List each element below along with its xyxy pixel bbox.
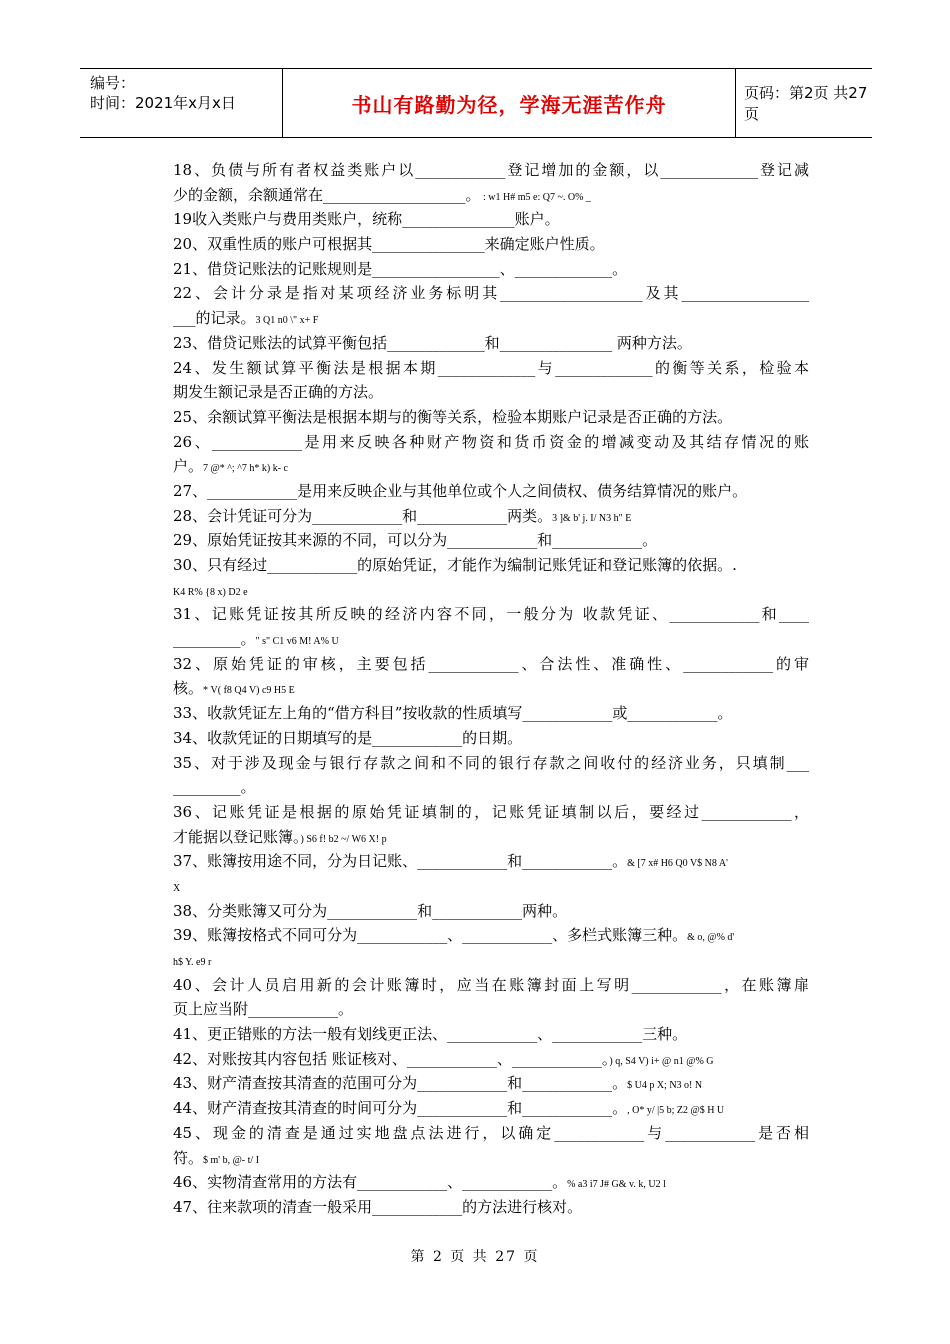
line-annotation: ) q, S4 V) i+ @ n1 @% G: [609, 1055, 714, 1067]
text-line: [173, 1071, 809, 1096]
line-text: 46、实物清查常用的方法有____________、____________。: [173, 1173, 568, 1192]
line-text: 45、现金的清查是通过实地盘点法进行，以确定____________与____________是否相: [173, 1123, 809, 1142]
line-text: 18、负债与所有者权益类账户以____________登记增加的金额，以_____________登记减: [173, 161, 809, 179]
text-line: [173, 232, 809, 257]
line-text: 31、记账凭证按其所反映的经济内容不同，一般分为 收款凭证、____________和____: [173, 605, 809, 624]
text-line: [173, 800, 809, 825]
line-text: _________。: [173, 778, 256, 797]
text-line: [173, 553, 809, 578]
text-line: [173, 627, 809, 652]
text-line: [173, 405, 809, 430]
line-annotation: $ m' b, @- t/ I: [203, 1154, 260, 1166]
line-annotation: 3 Q1 n0 \" x+ F: [255, 315, 319, 327]
text-line: [173, 602, 809, 627]
line-text: 28、会计凭证可分为____________和____________两类。: [173, 506, 553, 525]
text-line: [173, 430, 809, 455]
line-text: 47、往来款项的清查一般采用____________的方法进行核对。: [173, 1197, 583, 1216]
text-line: [173, 676, 809, 701]
text-line: [173, 997, 809, 1022]
text-line: [173, 158, 809, 183]
line-text: 41、更正错账的方法一般有划线更正法、____________、____________三种。: [173, 1025, 688, 1044]
line-text: 30、只有经过____________的原始凭证，才能作为编制记账凭证和登记账簿的依据。.: [173, 556, 737, 574]
text-line: [173, 1047, 809, 1072]
page-header: [80, 68, 872, 138]
text-line: [173, 825, 809, 850]
line-text: 24、发生额试算平衡法是根据本期_____________与_____________的衡等关系，检验本: [173, 358, 809, 377]
line-annotation: $ U4 p X; N3 o! N: [627, 1080, 703, 1092]
text-line: [173, 899, 809, 924]
line-text: 32、原始凭证的审核，主要包括____________、合法性、准确性、____________的审: [173, 654, 809, 673]
line-text: 44、财产清查按其清查的时间可分为____________和____________。: [173, 1099, 628, 1118]
page-footer: 第 2 页 共 27 页: [410, 1249, 540, 1265]
text-line: [173, 281, 809, 306]
text-line: [173, 1096, 809, 1121]
line-annotation: & o, @% d': [687, 932, 735, 944]
line-annotation: K4 R% {8 x) D2 e: [173, 586, 248, 598]
line-text: 37、账簿按用途不同，分为日记账、____________和____________。: [173, 852, 628, 871]
line-text: 页上应当附____________。: [173, 1000, 354, 1019]
line-text: 35、对于涉及现金与银行存款之间和不同的银行存款之间收付的经济业务，只填制___: [173, 753, 809, 772]
line-annotation: , O* y/ |5 b; Z2 @$ H U: [627, 1105, 725, 1117]
line-text: 25、余额试算平衡法是根据本期与的衡等关系，检验本期账户记录是否正确的方法。: [173, 407, 733, 426]
line-text: 20、双重性质的账户可根据其_______________来确定账户性质。: [173, 235, 605, 254]
line-text: 26、____________是用来反映各种财产物资和货币资金的增减变动及其结存情况的账: [173, 432, 809, 451]
header-page-cell: [734, 69, 872, 137]
text-line: [173, 1121, 809, 1146]
header-motto-cell: [282, 69, 736, 137]
line-text: 才能据以登记账簿。: [173, 827, 301, 846]
text-line: [173, 479, 809, 504]
text-line: [173, 356, 809, 381]
text-line: [173, 578, 809, 603]
text-line: [173, 331, 809, 356]
document-number-label: 编号：: [90, 74, 136, 92]
line-text: 40、会计人员启用新的会计账簿时，应当在账簿封面上写明____________，在账簿扉: [173, 975, 809, 994]
line-annotation: 3 ]& b' j. I/ N3 h" E: [552, 512, 632, 524]
text-line: [173, 183, 809, 208]
line-annotation: X: [173, 882, 181, 894]
header-meta: [80, 69, 282, 137]
line-text: 39、账簿按格式不同可分为____________、____________、多栏式账簿三种。: [173, 926, 688, 945]
text-line: [173, 973, 809, 998]
line-text: 36、记账凭证是根据的原始凭证填制的，记账凭证填制以后，要经过____________，: [173, 802, 809, 821]
line-text: 42、对账按其内容包括 账证核对、____________、____________。: [173, 1049, 610, 1068]
text-line: [173, 923, 809, 948]
text-line: [173, 874, 809, 899]
header-motto: 书山有路勤为径，学海无涯苦作舟: [351, 92, 667, 117]
line-annotation: 7 @* ^; ^7 h* k) k- c: [203, 463, 288, 475]
question-list: [173, 158, 809, 1220]
text-line: [173, 652, 809, 677]
text-line: [173, 701, 809, 726]
text-line: [173, 1170, 809, 1195]
text-line: [173, 1146, 809, 1171]
line-text: ___的记录。: [173, 309, 256, 328]
line-text: 22、会计分录是指对某项经济业务标明其___________________及其_________________: [173, 284, 809, 303]
line-annotation: & [7 x# H6 Q0 V$ N8 A': [627, 858, 728, 870]
line-annotation: ) S6 f! b2 ~/ W6 X! p: [300, 833, 387, 845]
line-text: 34、收款凭证的日期填写的是____________的日期。: [173, 728, 523, 747]
text-line: [173, 380, 809, 405]
line-text: 27、____________是用来反映企业与其他单位或个人之间债权、债务结算情况的账户。: [173, 481, 748, 500]
line-text: 19收入类账户与费用类账户，统称_______________账户。: [173, 210, 560, 229]
line-text: 38、分类账簿又可分为____________和____________两种。: [173, 901, 568, 920]
text-line: [173, 306, 809, 331]
text-line: [173, 775, 809, 800]
line-annotation: " s" C1 v6 M! A% U: [255, 636, 339, 648]
line-annotation: % a3 i7 J# G& v. k, U2 l: [567, 1179, 666, 1191]
line-annotation: h$ Y. e9 r: [173, 957, 212, 968]
line-text: 符。: [173, 1148, 204, 1167]
header-page-number: 页码：第2页 共27页: [744, 84, 868, 123]
line-text: 少的金额，余额通常在___________________。: [173, 185, 481, 204]
line-text: 33、收款凭证左上角的“借方科目”按收款的性质填写____________或____________。: [173, 704, 733, 723]
text-line: [173, 207, 809, 232]
line-text: _________。: [173, 630, 256, 649]
text-line: [173, 1195, 809, 1220]
text-line: [173, 726, 809, 751]
text-line: [173, 504, 809, 529]
line-annotation: : w1 H# m5 e: Q7 ~. O% _: [480, 191, 591, 203]
document-time-label: 时间：2021年x月x日: [90, 94, 236, 112]
text-line: [173, 257, 809, 282]
line-text: 29、原始凭证按其来源的不同，可以分为____________和____________。: [173, 531, 658, 550]
line-text: 43、财产清查按其清查的范围可分为____________和____________。: [173, 1074, 628, 1093]
line-text: 核。: [173, 679, 204, 698]
text-line: [173, 751, 809, 776]
line-text: 期发生额记录是否正确的方法。: [173, 383, 384, 402]
line-text: 户。: [173, 457, 204, 476]
text-line: [173, 849, 809, 874]
line-annotation: * V( f8 Q4 V) c9 H5 E: [203, 685, 295, 697]
text-line: [173, 528, 809, 553]
line-text: 23、借贷记账法的试算平衡包括_____________和_______________ 两种方法。: [173, 333, 692, 352]
text-line: [173, 454, 809, 479]
text-line: [173, 1022, 809, 1047]
text-line: [173, 948, 809, 973]
line-text: 21、借贷记账法的记账规则是_________________、_____________。: [173, 259, 628, 278]
